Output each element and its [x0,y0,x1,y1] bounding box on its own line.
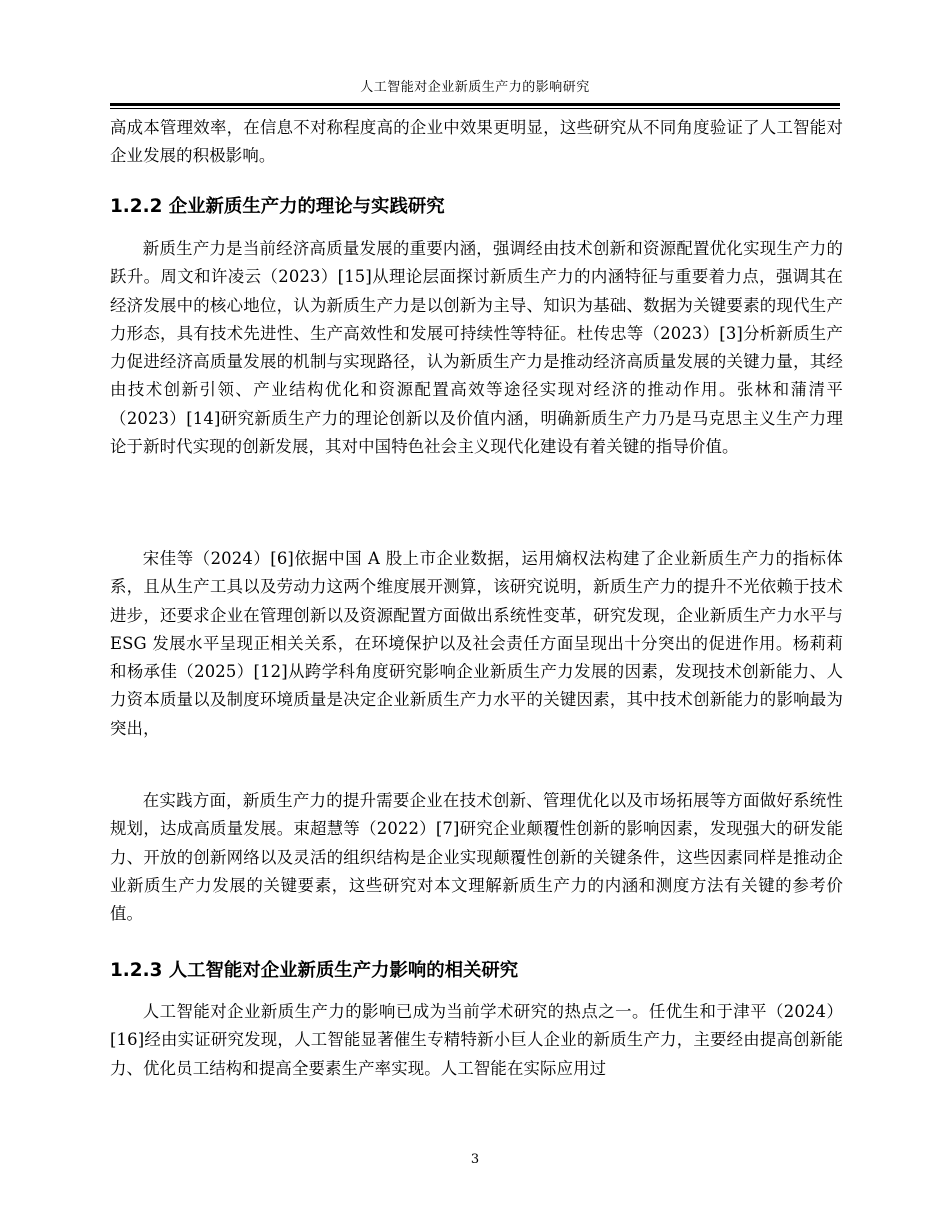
running-header: 人工智能对企业新质生产力的影响研究 [360,80,590,95]
section-1-2-2-paragraph-2: 宋佳等（2024）[6]依据中国 A 股上市企业数据，运用熵权法构建了企业新质生产力的指标体系，且从生产工具以及劳动力这两个维度展开测算，该研究说明，新质生产力的提升不光依赖于技术进步，还要求企业在管理创新以及资源配置方面做出系统性变革，研究发现，企业新质生产力水平与 ESG 发展水平呈现正相关关系，在环境保护以及社会责任方面呈现出十分突出的促进作用。杨莉莉和杨承佳（2025）[12]从跨学科角度研究影响企业新质生产力发展的因素，发现技术创新能力、人力资本质量以及制度环境质量是决定企业新质生产力水平的关键因素，其中技术创新能力的影响最为突出， [110,549,843,738]
section-heading-1-2-3: 1.2.3 人工智能对企业新质生产力影响的相关研究 [110,960,519,981]
header-rule-thick [110,103,840,106]
section-heading-1-2-2: 1.2.2 企业新质生产力的理论与实践研究 [110,196,445,217]
section-1-2-3-paragraph-1: 人工智能对企业新质生产力的影响已成为当前学术研究的热点之一。任优生和于津平（2024）[16]经由实证研究发现，人工智能显著催生专精特新小巨人企业的新质生产力，主要经由提高创新能力、优化员工结构和提高全要素生产率实现。人工智能在实际应用过 [110,1002,843,1078]
header-rule-thin [110,108,840,109]
section-1-2-2-paragraph-3: 在实践方面，新质生产力的提升需要企业在技术创新、管理优化以及市场拓展等方面做好系统性规划，达成高质量发展。束超慧等（2022）[7]研究企业颠覆性创新的影响因素，发现强大的研发能力、开放的创新网络以及灵活的组织结构是企业实现颠覆性创新的关键条件，这些因素同样是推动企业新质生产力发展的关键要素，这些研究对本文理解新质生产力的内涵和测度方法有关键的参考价值。 [110,791,843,924]
page-number: 3 [470,1152,480,1167]
lead-paragraph: 高成本管理效率，在信息不对称程度高的企业中效果更明显，这些研究从不同角度验证了人工智能对企业发展的积极影响。 [110,118,843,166]
section-1-2-2-paragraph-1: 新质生产力是当前经济高质量发展的重要内涵，强调经由技术创新和资源配置优化实现生产力的跃升。周文和许凌云（2023）[15]从理论层面探讨新质生产力的内涵特征与重要着力点，强调其在经济发展中的核心地位，认为新质生产力是以创新为主导、知识为基础、数据为关键要素的现代生产力形态，具有技术先进性、生产高效性和发展可持续性等特征。杜传忠等（2023）[3]分析新质生产力促进经济高质量发展的机制与实现路径，认为新质生产力是推动经济高质量发展的关键力量，其经由技术创新引领、产业结构优化和资源配置高效等途径实现对经济的推动作用。张林和蒲清平（2023）[14]研究新质生产力的理论创新以及价值内涵，明确新质生产力乃是马克思主义生产力理论于新时代实现的创新发展，其对中国特色社会主义现代化建设有着关键的指导价值。 [110,239,843,457]
